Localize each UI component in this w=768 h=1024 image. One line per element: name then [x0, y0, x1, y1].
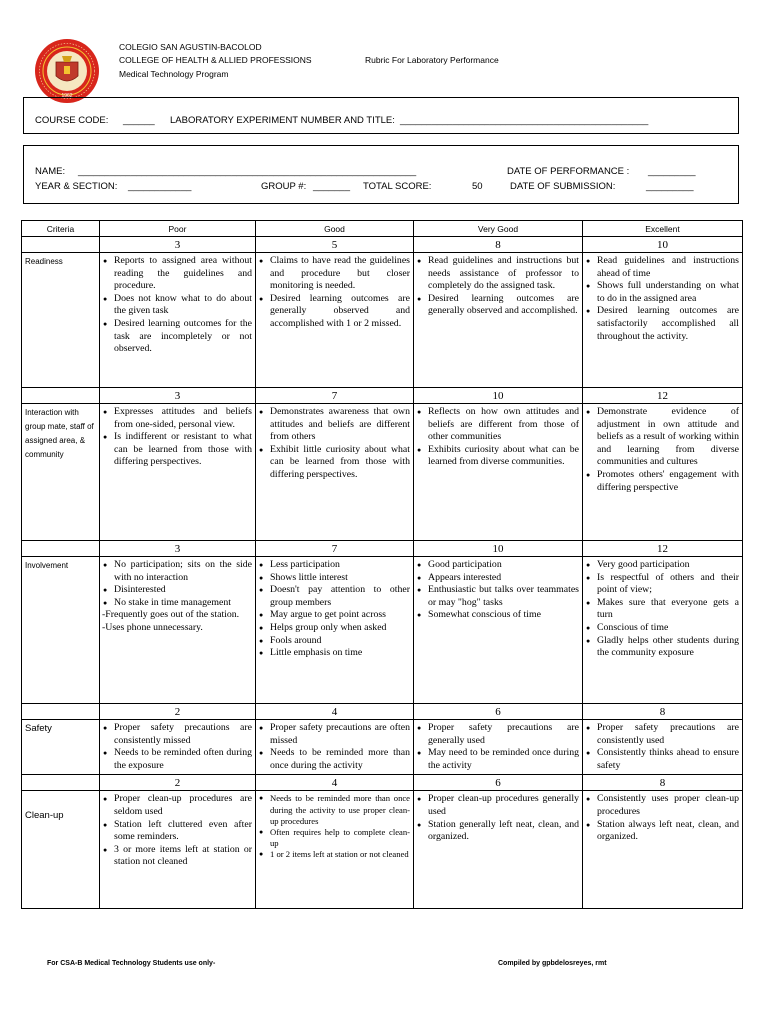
criterion-row [22, 253, 743, 388]
score-row-blank [22, 237, 100, 253]
descriptor-cell [583, 720, 743, 775]
descriptor-item: ● Consistently uses proper clean-up procedures [585, 793, 739, 818]
logo-year: 1962 [61, 93, 73, 99]
descriptor-item: ● May argue to get point across [258, 609, 410, 622]
descriptor-item: ● Station generally left neat, clean, and organized. [416, 819, 579, 844]
score-value: 2 [100, 704, 256, 720]
descriptor-item: ● Proper safety precautions are often missed [258, 722, 410, 747]
descriptor-cell [414, 791, 583, 909]
score-value: 6 [414, 704, 583, 720]
lab-experiment-label: LABORATORY EXPERIMENT NUMBER AND TITLE: [170, 115, 395, 126]
descriptor-item: ● Good participation [416, 559, 579, 572]
descriptor-item: ● Shows little interest [258, 572, 410, 585]
descriptor-item: ● Fools around [258, 635, 410, 648]
descriptor-item: ● May need to be reminded once during the activity [416, 747, 579, 772]
score-row [22, 704, 743, 720]
criterion-label: Safety [22, 720, 100, 775]
rubric-table [21, 220, 743, 909]
descriptor-item: ● Often requires help to complete clean-up [258, 827, 410, 849]
descriptor-item: ● Station left cluttered even after some reminders. [102, 819, 252, 844]
descriptor-item: ● Exhibit little curiosity about what can be learned from those with differing perspectives. [258, 444, 410, 482]
institution-name: COLEGIO SAN AGUSTIN-BACOLOD [119, 42, 262, 52]
descriptor-item: ● Proper clean-up procedures are seldom used [102, 793, 252, 818]
total-score-value: 50 [472, 181, 483, 192]
score-value: 12 [583, 541, 743, 557]
descriptor-cell [100, 720, 256, 775]
criterion-label: Readiness [22, 253, 100, 388]
score-value: 6 [414, 775, 583, 791]
header-excellent: Excellent [583, 221, 743, 237]
criterion-row [22, 404, 743, 541]
score-row-blank [22, 388, 100, 404]
descriptor-item: ● Conscious of time [585, 622, 739, 635]
descriptor-item: ● No stake in time management [102, 597, 252, 610]
descriptor-item: ● Needs to be reminded more than once during the activity to use proper clean-up procedures [258, 793, 410, 827]
date-of-submission-field[interactable]: _________ [646, 181, 694, 192]
criterion-row [22, 557, 743, 704]
descriptor-item: ● Station always left neat, clean, and organized. [585, 819, 739, 844]
descriptor-cell [100, 557, 256, 704]
descriptor-item: ● Read guidelines and instructions ahead of time [585, 255, 739, 280]
descriptor-item: ● Appears interested [416, 572, 579, 585]
descriptor-item: ● Proper safety precautions are generally used [416, 722, 579, 747]
score-value: 4 [256, 775, 414, 791]
descriptor-cell [256, 253, 414, 388]
descriptor-item: ● Demonstrate evidence of adjustment in own attitude and beliefs as a result of working within and learning from diverse communities and cultures [585, 406, 739, 469]
score-row-blank [22, 775, 100, 791]
score-value: 4 [256, 704, 414, 720]
descriptor-item: ● Read guidelines and instructions but needs assistance of professor to completely do the assigned task. [416, 255, 579, 293]
score-value: 7 [256, 388, 414, 404]
descriptor-item: ● Somewhat conscious of time [416, 609, 579, 622]
school-seal-logo [34, 38, 100, 104]
descriptor-item: ● No participation; sits on the side with no interaction [102, 559, 252, 584]
descriptor-item: ● Shows full understanding on what to do in the assigned area [585, 280, 739, 305]
score-row [22, 237, 743, 253]
footer-compiler: Compiled by gpbdelosreyes, rmt [498, 960, 607, 967]
descriptor-item: ● Little emphasis on time [258, 647, 410, 660]
descriptor-item: ● Promotes others' engagement with differing perspective [585, 469, 739, 494]
descriptor-item: ● Disinterested [102, 584, 252, 597]
score-row [22, 541, 743, 557]
descriptor-item: ● Exhibits curiosity about what can be learned from diverse communities. [416, 444, 579, 469]
date-of-performance-label: DATE OF PERFORMANCE : [507, 166, 630, 177]
descriptor-item: ● Demonstrates awareness that own attitudes and beliefs are different from others [258, 406, 410, 444]
descriptor-cell [100, 791, 256, 909]
score-value: 5 [256, 237, 414, 253]
descriptor-item: ● Enthusiastic but talks over teammates or may "hog" tasks [416, 584, 579, 609]
descriptor-item: ● Needs to be reminded often during the exposure [102, 747, 252, 772]
score-value: 7 [256, 541, 414, 557]
descriptor-item: -Uses phone unnecessary. [102, 621, 203, 633]
descriptor-cell [583, 404, 743, 541]
descriptor-item: ● Reports to assigned area without reading the guidelines and procedure. [102, 255, 252, 293]
descriptor-item: ● Needs to be reminded more than once during the activity [258, 747, 410, 772]
total-score-label: TOTAL SCORE: [363, 181, 432, 192]
descriptor-item: ● Is respectful of others and their point of view; [585, 572, 739, 597]
descriptor-cell [414, 557, 583, 704]
course-code-label: COURSE CODE: [35, 115, 109, 126]
descriptor-item: ● Proper clean-up procedures generally used [416, 793, 579, 818]
descriptor-cell [583, 791, 743, 909]
date-of-submission-label: DATE OF SUBMISSION: [510, 181, 616, 192]
descriptor-item: ● Desired learning outcomes are generally observed and accomplished. [416, 293, 579, 318]
college-name: COLLEGE OF HEALTH & ALLIED PROFESSIONS [119, 55, 312, 65]
score-value: 8 [583, 775, 743, 791]
score-row [22, 775, 743, 791]
program-name: Medical Technology Program [119, 69, 229, 79]
header-good: Good [256, 221, 414, 237]
descriptor-item: ● Gladly helps other students during the community exposure [585, 635, 739, 660]
score-value: 10 [414, 541, 583, 557]
name-field[interactable]: ________________________________________________________________ [78, 166, 417, 177]
descriptor-item: ● Very good participation [585, 559, 739, 572]
descriptor-cell [256, 557, 414, 704]
descriptor-item: ● Expresses attitudes and beliefs from one-sided, personal view. [102, 406, 252, 431]
descriptor-cell [414, 720, 583, 775]
descriptor-item: ● Desired learning outcomes for the task are incompletely or not observed. [102, 318, 252, 356]
score-row-blank [22, 704, 100, 720]
rubric-header-row [22, 221, 743, 237]
criterion-row [22, 791, 743, 909]
footer-note: For CSA-B Medical Technology Students use only- [47, 960, 216, 967]
descriptor-item: ● Desired learning outcomes are generally observed and accomplished with 1 or 2 missed. [258, 293, 410, 331]
descriptor-cell [100, 253, 256, 388]
descriptor-item: ● Desired learning outcomes are satisfactorily accomplished all throughout the activity. [585, 305, 739, 343]
score-value: 12 [583, 388, 743, 404]
descriptor-item: ● Proper safety precautions are consistently missed [102, 722, 252, 747]
score-value: 10 [583, 237, 743, 253]
descriptor-item: ● Proper safety precautions are consistently used [585, 722, 739, 747]
descriptor-item: -Frequently goes out of the station. [102, 609, 240, 621]
name-label: NAME: [35, 166, 66, 177]
score-value: 3 [100, 541, 256, 557]
score-value: 3 [100, 237, 256, 253]
descriptor-cell [583, 253, 743, 388]
group-number-field[interactable]: _______ [313, 181, 350, 192]
descriptor-cell [256, 791, 414, 909]
group-number-label: GROUP #: [261, 181, 307, 192]
descriptor-item: ● Doesn't pay attention to other group members [258, 584, 410, 609]
descriptor-item: ● Less participation [258, 559, 410, 572]
header-poor: Poor [100, 221, 256, 237]
descriptor-item: ● 3 or more items left at station or station not cleaned [102, 844, 252, 869]
score-value: 10 [414, 388, 583, 404]
criterion-label: Involvement [22, 557, 100, 704]
descriptor-item: ● Does not know what to do about the given task [102, 293, 252, 318]
descriptor-cell [100, 404, 256, 541]
score-value: 3 [100, 388, 256, 404]
descriptor-cell [414, 404, 583, 541]
descriptor-item: ● Makes sure that everyone gets a turn [585, 597, 739, 622]
document-title: Rubric For Laboratory Performance [365, 55, 499, 65]
descriptor-item: ● Reflects on how own attitudes and beliefs are different from those of other communities [416, 406, 579, 444]
criterion-row [22, 720, 743, 775]
criterion-label: Interaction with group mate, staff of assigned area, & community [22, 404, 100, 541]
descriptor-cell [256, 720, 414, 775]
score-value: 2 [100, 775, 256, 791]
score-value: 8 [414, 237, 583, 253]
lab-experiment-field[interactable]: _______________________________________________ [400, 115, 649, 126]
year-section-label: YEAR & SECTION: [35, 181, 118, 192]
descriptor-cell [414, 253, 583, 388]
criterion-label: Clean-up [22, 791, 100, 909]
descriptor-cell [583, 557, 743, 704]
header-criteria: Criteria [22, 221, 100, 237]
score-value: 8 [583, 704, 743, 720]
descriptor-item: ● 1 or 2 items left at station or not cleaned [258, 849, 410, 860]
header-very-good: Very Good [414, 221, 583, 237]
descriptor-item: ● Consistently thinks ahead to ensure safety [585, 747, 739, 772]
score-row-blank [22, 541, 100, 557]
date-of-performance-field[interactable]: _________ [648, 166, 696, 177]
descriptor-cell [256, 404, 414, 541]
descriptor-item: ● Is indifferent or resistant to what can be learned from those with differing perspectives. [102, 431, 252, 469]
course-code-field[interactable]: ______ [123, 115, 155, 126]
year-section-field[interactable]: ____________ [128, 181, 192, 192]
descriptor-item: ● Claims to have read the guidelines and procedure but closer monitoring is needed. [258, 255, 410, 293]
score-row [22, 388, 743, 404]
descriptor-item: ● Helps group only when asked [258, 622, 410, 635]
